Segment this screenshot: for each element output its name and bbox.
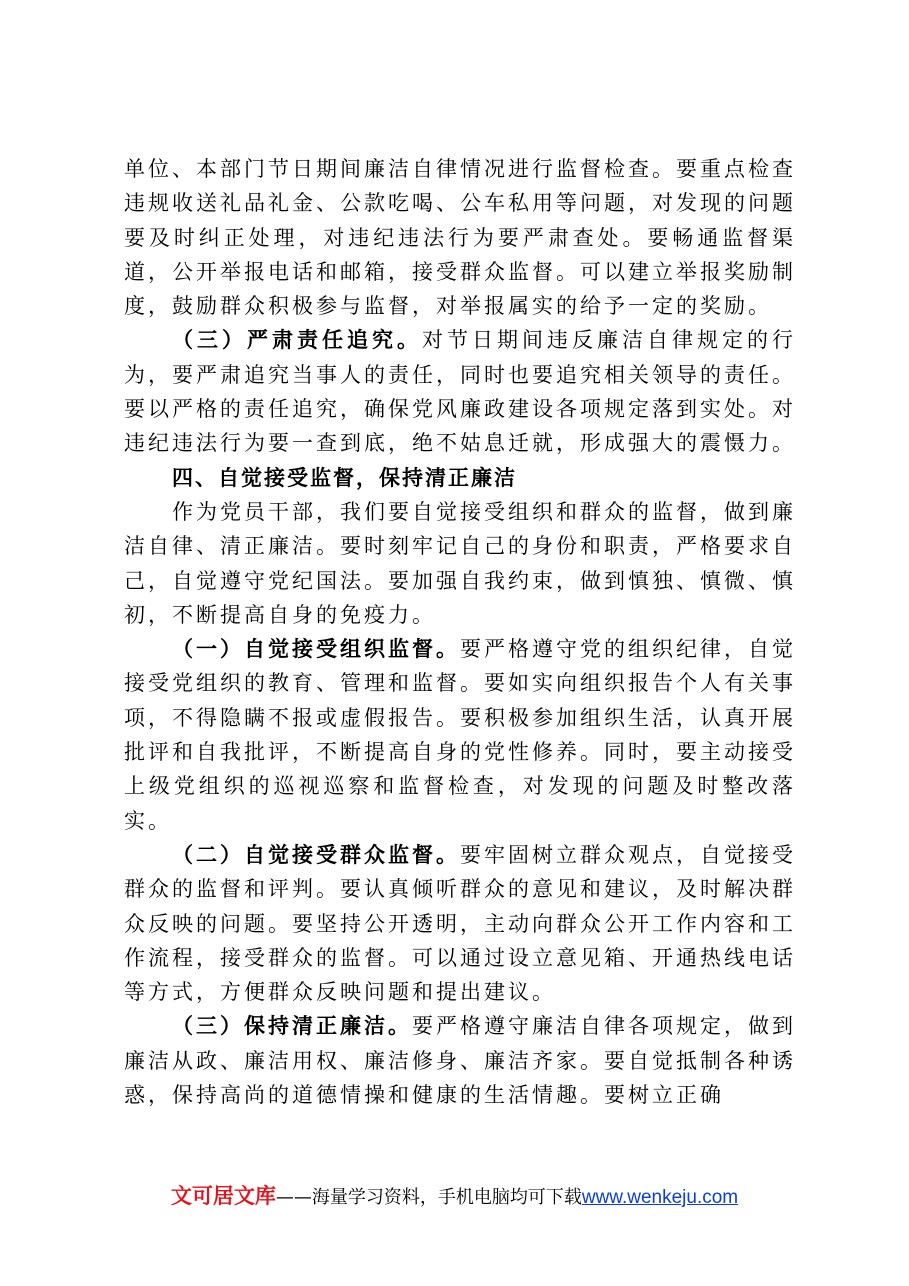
paragraph-organization-supervision	[124, 632, 796, 838]
paragraph-lead: （二）自觉接受群众监督。	[172, 842, 460, 867]
paragraph-text: 作为党员干部，我们要自觉接受组织和群众的监督，做到廉洁自律、清正廉洁。要时刻牢记自己的身份和职责，严格要求自己，自觉遵守党纪国法。要加强自我约束，做到慎独、慎微、慎初，不断提高自身的免疫力。	[124, 499, 796, 627]
paragraph-lead: （三）保持清正廉洁。	[172, 1014, 412, 1039]
paragraph-responsibility	[124, 323, 796, 460]
paragraph-text: 要严格遵守廉洁自律各项规定，做到廉洁从政、廉洁用权、廉洁修身、廉洁齐家。要自觉抵制各种诱惑，保持高尚的道德情操和健康的生活情趣。要树立正确	[124, 1014, 796, 1108]
footer-banner	[0, 1181, 909, 1213]
paragraph-integrity	[124, 1009, 796, 1112]
paragraph-intro	[124, 495, 796, 632]
paragraph-text: 要严格遵守党的组织纪律，自觉接受党组织的教育、管理和监督。要如实向组织报告个人有关事项，不得隐瞒不报或虚假报告。要积极参加组织生活，认真开展批评和自我批评，不断提高自身的党性修养。同时，要主动接受上级党组织的巡视巡察和监督检查，对发现的问题及时整改落实。	[124, 637, 796, 833]
paragraph-lead: （一）自觉接受组织监督。	[172, 637, 460, 662]
paragraph-text: 要牢固树立群众观点，自觉接受群众的监督和评判。要认真倾听群众的意见和建议，及时解决群众反映的问题。要坚持公开透明，主动向群众公开工作内容和工作流程，接受群众的监督。可以通过设立意见箱、开通热线电话等方式，方便群众反映问题和提出建议。	[124, 842, 796, 1005]
footer-tagline: ——海量学习资料，手机电脑均可下载	[275, 1187, 582, 1208]
footer-brand: 文可居文库	[170, 1184, 276, 1208]
section-heading: 四、自觉接受监督，保持清正廉洁	[172, 465, 517, 490]
document-body	[124, 152, 796, 1112]
paragraph-public-supervision	[124, 838, 796, 1009]
paragraph-lead: （三）严肃责任追究。	[172, 328, 422, 353]
paragraph-continuation	[124, 152, 796, 323]
paragraph-text: 对节日期间违反廉洁自律规定的行为，要严肃追究当事人的责任，同时也要追究相关领导的责任。要以严格的责任追究，确保党风廉政建设各项规定落到实处。对违纪违法行为要一查到底，绝不姑息迁就，形成强大的震慑力。	[124, 328, 796, 456]
footer-url-link[interactable]: www.wenkeju.com	[581, 1187, 739, 1208]
paragraph-text: 单位、本部门节日期间廉洁自律情况进行监督检查。要重点检查违规收送礼品礼金、公款吃喝、公车私用等问题，对发现的问题要及时纠正处理，对违纪违法行为要严肃查处。要畅通监督渠道，公开举报电话和邮箱，接受群众监督。可以建立举报奖励制度，鼓励群众积极参与监督，对举报属实的给予一定的奖励。	[124, 157, 796, 319]
